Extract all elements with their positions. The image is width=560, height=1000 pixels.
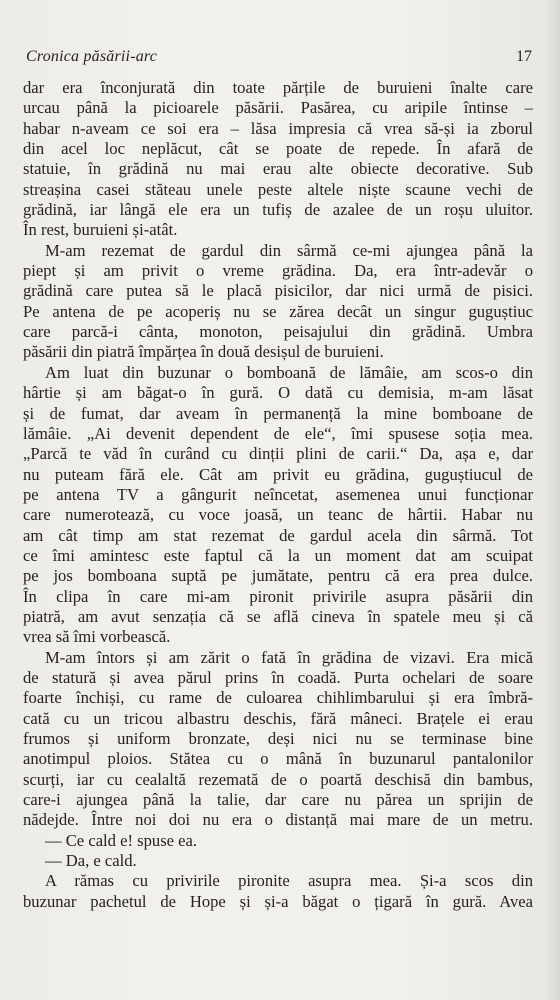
text-line: din acel loc neplăcut, cât se poate de repede. În afară de — [23, 139, 533, 159]
text-line: M-am întors și am zărit o fată în grădina de vizavi. Era mică — [45, 647, 533, 667]
text-line: și de fumat, dar aveam în permanență la mine bomboane de — [23, 403, 533, 423]
text-line: frumos și uniform bronzate, deși nici nu se terminase bine — [23, 729, 533, 748]
text-line: — Da, e cald. — [45, 851, 137, 871]
text-line: streașina casei stăteau unele peste altele niște scaune vechi de — [23, 179, 533, 199]
text-line: piatră, am avut senzația că se află cineva în spatele meu și că — [23, 606, 533, 626]
text-line: lămâie. „Ai devenit dependent de ele“, îmi spusese soția mea. — [23, 423, 533, 443]
text-line: grădină care putea să le placă pisicilor, dar nici urmă de pisici. — [23, 281, 533, 301]
text-line: anotimpul ploios. Stătea cu o mână în buzunarul pantalonilor — [23, 749, 533, 769]
text-line: păsării din piatră împărțea în două desișul de buruieni. — [23, 342, 384, 362]
text-line: de statură și avea părul prins în coadă. Purta ochelari de soare — [23, 667, 533, 687]
text-line: A rămas cu privirile pironite asupra mea. Și-a scos din — [45, 871, 533, 891]
text-line: statuie, în grădină nu mai erau alte obiecte decorative. Sub — [23, 159, 533, 179]
page-edge-shadow — [546, 0, 560, 1000]
page-number: 17 — [516, 48, 532, 65]
text-line: care numerotează, cu voce joasă, un teanc de hârtii. Habar nu — [23, 505, 533, 525]
text-line: piept și am privit o vreme grădina. Da, era într-adevăr o — [23, 261, 533, 281]
text-line: În rest, buruieni și-atât. — [23, 220, 178, 240]
text-line: În clipa în care mi-am pironit privirile asupra păsării din — [23, 586, 533, 606]
text-line: grădină, iar lângă ele era un tufiș de azalee de un roșu uluitor. — [23, 200, 533, 220]
text-line: Am luat din buzunar o bomboană de lămâie, am scos-o din — [45, 362, 533, 382]
text-line: „Parcă te văd în curând cu dinții plini de carii.“ Da, așa e, dar — [23, 444, 533, 464]
text-line: habar n-aveam ce soi era – lăsa impresia că vrea să-și ia zborul — [23, 118, 533, 138]
running-head — [26, 46, 532, 68]
text-line: care-i ajungea până la talie, dar care nu părea un sprijin de — [23, 790, 533, 810]
text-line: pe antena TV a gângurit neîncetat, asemenea unui funcționar — [23, 484, 533, 504]
text-line: care parcă-i cânta, monoton, peisajului din grădină. Umbra — [23, 322, 533, 342]
text-line: am cât timp am stat rezemat de gardul acela din sârmă. Tot — [23, 525, 533, 545]
text-line: vrea să îmi vorbească. — [23, 627, 171, 647]
body-text — [23, 78, 533, 912]
text-line: cată cu un tricou albastru deschis, fără mâneci. Brațele ei erau — [23, 708, 533, 728]
text-line: ce îmi amintesc este faptul că la un moment dat am scuipat — [23, 545, 533, 565]
text-line: dar era înconjurată din toate părțile de buruieni înalte care — [23, 78, 533, 97]
text-line: foarte închiși, cu rame de culoarea chihlimbarului și era îmbră- — [23, 688, 533, 708]
text-line: urcau până la picioarele păsării. Pasărea, cu aripile întinse – — [23, 98, 533, 118]
text-line: nu puteam fără ele. Cât am privit eu grădina, guguștiucul de — [23, 464, 533, 484]
text-line: buzunar pachetul de Hope și și-a băgat o țigară în gură. Avea — [23, 891, 533, 911]
text-line: Pe antena de pe acoperiș nu se zărea decât un singur guguștiuc — [23, 301, 533, 321]
running-head-title: Cronica păsării-arc — [26, 48, 158, 65]
text-line: nădejde. Între noi doi nu era o distanță mai mare de un metru. — [23, 810, 533, 830]
text-line: — Ce cald e! spuse ea. — [45, 830, 198, 850]
text-line: scurți, iar cu cealaltă rezemată de o poartă deschisă din bambus, — [23, 769, 533, 789]
text-line: pe jos bomboana suptă pe jumătate, pentru că era prea dulce. — [23, 566, 533, 586]
text-line: hârtie și am băgat-o în gură. O dată cu demisia, m-am lăsat — [23, 383, 533, 403]
text-line: M-am rezemat de gardul din sârmă ce-mi ajungea până la — [45, 240, 533, 260]
